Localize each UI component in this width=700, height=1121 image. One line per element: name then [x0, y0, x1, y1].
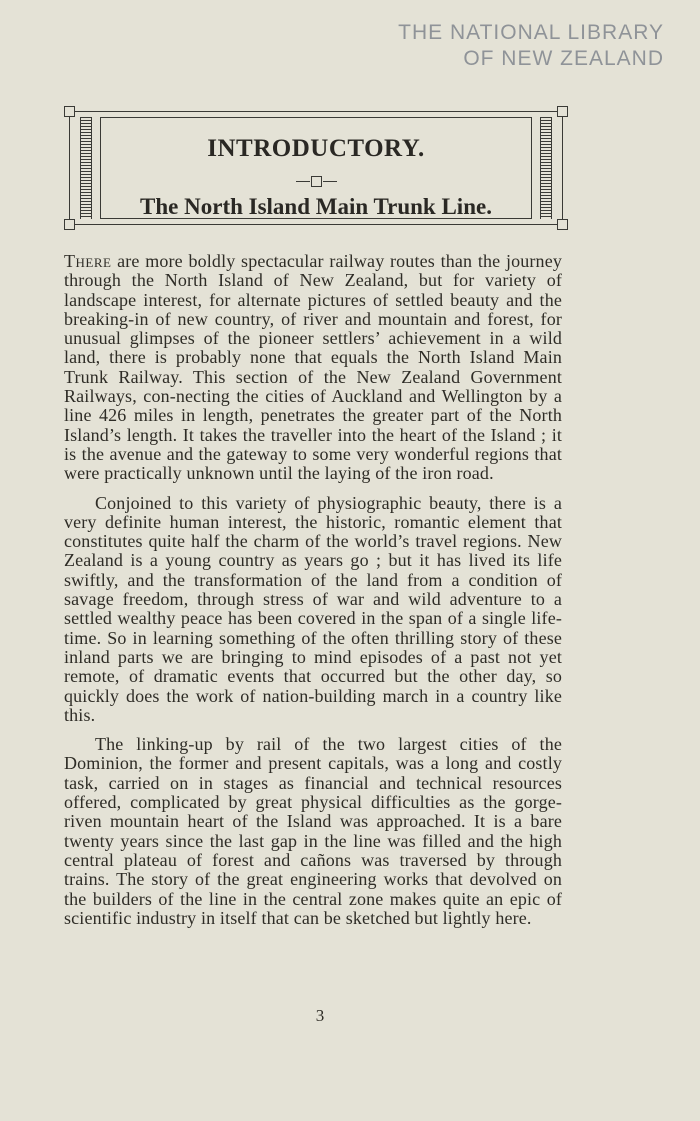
- frame-right-rule: [562, 111, 563, 225]
- frame-corner-square: [64, 219, 75, 230]
- paragraph-1-text: are more boldly spectacular railway routes than the journey through the North Island of New Zealand, but for variety of landscape interest, for alternate pictures of settled beauty and the breaking-in of new country, of river and mountain and forest, for unusual glimpses of the pioneer settlers’ achievement in a wild land, there is probably none that equals the North Island Main Trunk Railway. This section of the New Zealand Government Railways, con-necting the cities of Auckland and Wellington by a line 426 miles in length, penetrates the greater part of the North Island’s length. It takes the traveller into the heart of the Island ; it is the avenue and the gateway to some very wonderful regions that were practically unknown until the laying of the iron road.: [64, 251, 562, 484]
- chapter-title: INTRODUCTORY.: [207, 135, 425, 162]
- title-divider-ornament: [101, 172, 531, 186]
- body-text: [64, 252, 562, 928]
- frame-corner-square: [557, 219, 568, 230]
- library-stamp: [398, 20, 664, 72]
- frame-left-ornament: [80, 117, 92, 219]
- heading-box: [100, 117, 532, 219]
- heading-frame: [64, 106, 568, 230]
- chapter-subtitle: The North Island Main Trunk Line.: [140, 194, 492, 219]
- frame-left-rule: [69, 111, 70, 225]
- stamp-line-2: OF NEW ZEALAND: [463, 47, 664, 70]
- frame-corner-square: [64, 106, 75, 117]
- frame-right-ornament: [540, 117, 552, 219]
- frame-bottom-rule: [69, 224, 563, 225]
- paragraph-2: Conjoined to this variety of physiographic beauty, there is a very definite human interest, the historic, romantic element that constitutes quite half the charm of the world’s travel regions. New Zealand is a young country as years go ; but it has lived its life swiftly, and the transformation of the land from a condition of savage freedom, through stress of war and wild adventure to a settled wealthy peace has been covered in the span of a single life-time. So in learning something of the often thrilling story of these inland parts we are bringing to mind episodes of a past not yet remote, of dramatic events that occurred but the other day, so quickly does the work of nation-building march in a country like this.: [64, 492, 562, 725]
- paragraph-3: The linking-up by rail of the two largest cities of the Dominion, the former and present capitals, was a long and costly task, carried on in stages as financial and technical resources offered, complicated by great physical difficulties as the gorge-riven mountain heart of the Island was approached. It is a bare twenty years since the last gap in the line was filled and the high central plateau of forest and cañons was traversed by through trains. The story of the great engineering works that devolved on the builders of the line in the central zone makes quite an epic of scientific industry in itself that can be sketched but lightly here.: [64, 734, 562, 928]
- paragraph-1: [64, 252, 562, 484]
- drop-lead-word: There: [64, 251, 112, 271]
- frame-top-rule: [69, 111, 563, 112]
- page-number: 3: [315, 1006, 325, 1025]
- stamp-line-1: THE NATIONAL LIBRARY: [398, 21, 664, 44]
- frame-corner-square: [557, 106, 568, 117]
